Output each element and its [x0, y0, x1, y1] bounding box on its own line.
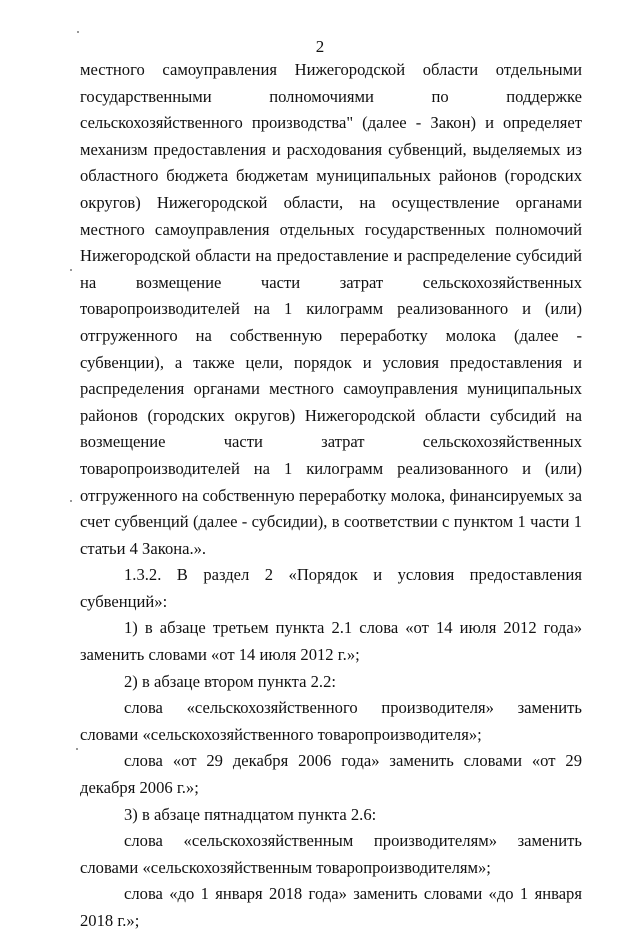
paragraph-item-2-words-b: слова «от 29 декабря 2006 года» заменить словами «от 29 декабря 2006 г.»; — [80, 751, 582, 798]
scan-speck — [76, 748, 78, 750]
paragraph-item-1: 1) в абзаце третьем пункта 2.1 слова «от 14 июля 2012 года» заменить словами «от 14 июля 2012 г.»; — [80, 618, 582, 665]
scan-speck — [70, 500, 72, 502]
paragraph-item-3: 3) в абзаце пятнадцатом пункта 2.6: — [124, 804, 377, 824]
paragraph-item-2: 2) в абзаце втором пункта 2.2: — [124, 671, 336, 691]
paragraph-continuation: местного самоуправления Нижегородской области отдельными государственными полномочиями по поддержке сельскохозяйственного производства" (далее - Закон) и определяет механизм предоставления и расходования субвенций, выделяемых из областного бюджета бюджетам муниципальных районов (городских округов) Нижегородской области, на осуществление органами местного самоуправления отдельных государственных полномочий Нижегородской области на предоставление и распределение субсидий на возмещение части затрат сельскохозяйственных товаропроизводителей на 1 килограмм реализованного и (или) отгруженного на собственную переработку молока (далее - субвенции), а также цели, порядок и условия предоставления и распределения органами местного самоуправления муниципальных районов (городских округов) Нижегородской области субсидий на возмещение части затрат сельскохозяйственных товаропроизводителей на 1 килограмм реализованного и (или) отгруженного на собственную переработку молока, финансируемых за счет субвенций (далее - субсидии), в соответствии с пунктом 1 части 1 статьи 4 Закона.». — [80, 60, 582, 558]
document-body — [80, 57, 582, 935]
scan-speck — [70, 269, 72, 271]
page-number: 2 — [315, 37, 325, 56]
paragraph-section-heading: 1.3.2. В раздел 2 «Порядок и условия предоставления субвенций»: — [80, 565, 582, 611]
paragraph-item-2-words-a: слова «сельскохозяйственного производителя» заменить словами «сельскохозяйственного товаропроизводителя»; — [80, 698, 582, 744]
scan-speck — [77, 31, 79, 33]
paragraph-item-3-words-a: слова «сельскохозяйственным производителям» заменить словами «сельскохозяйственным товаропроизводителям»; — [80, 831, 582, 877]
paragraph-item-3-words-b: слова «до 1 января 2018 года» заменить словами «до 1 января 2018 г.»; — [80, 884, 582, 930]
